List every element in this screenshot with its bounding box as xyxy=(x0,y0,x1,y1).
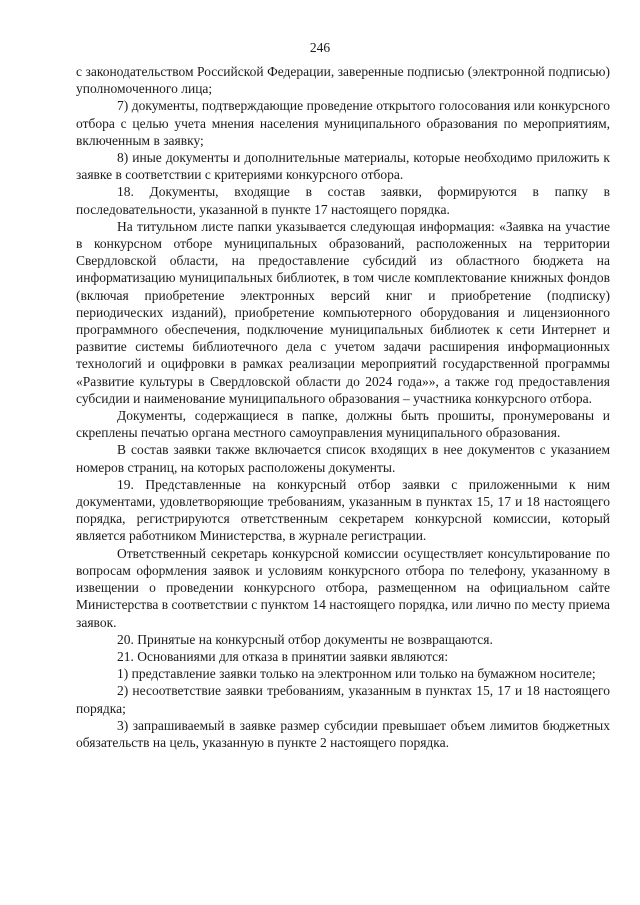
paragraph: 8) иные документы и дополнительные материалы, которые необходимо приложить к заявке в соответствии с критериями конкурсного отбора. xyxy=(76,150,610,183)
paragraph: Документы, содержащиеся в папке, должны быть прошиты, пронумерованы и скреплены печатью органа местного самоуправления муниципального образования. xyxy=(76,408,610,441)
paragraph: 18. Документы, входящие в состав заявки, формируются в папку в последовательности, указанной в пункте 17 настоящего порядка. xyxy=(76,184,610,217)
page-number: 246 xyxy=(309,40,331,55)
paragraph: В состав заявки также включается список входящих в нее документов с указанием номеров страниц, на которых расположены документы. xyxy=(76,442,610,475)
paragraph: 21. Основаниями для отказа в принятии заявки являются: xyxy=(117,648,449,664)
paragraph: с законодательством Российской Федерации, заверенные подписью (электронной подписью) уполномоченного лица; xyxy=(76,64,610,97)
paragraph: 19. Представленные на конкурсный отбор заявки с приложенными к ним документами, удовлетворяющие требованиям, указанным в пунктах 15, 17 и 18 настоящего порядка, регистрируются ответственным секретарем конкурсной комиссии, который является работником Министерства, в журнале регистрации. xyxy=(76,476,610,544)
paragraph: 20. Принятые на конкурсный отбор документы не возвращаются. xyxy=(117,631,493,647)
paragraph: На титульном листе папки указывается следующая информация: «Заявка на участие в конкурсном отборе муниципальных образований, расположенных на территории Свердловской области, на предоставление субсидий из областного бюджета на информатизацию муниципальных библиотек, в том числе комплектование книжных фондов (включая приобретение электронных версий книг и приобретение (подписку) периодических изданий), приобретение компьютерного оборудования и лицензионного программного обеспечения, подключение муниципальных библиотек к сети Интернет и развитие системы библиотечного дела с учетом задачи расширения информационных технологий и оцифровки в рамках реализации мероприятий государственной программы «Развитие культуры в Свердловской области до 2024 года»», а также год предоставления субсидии и наименование муниципального образования – участника конкурсного отбора. xyxy=(76,218,610,406)
paragraph: 3) запрашиваемый в заявке размер субсидии превышает объем лимитов бюджетных обязательств на цель, указанную в пункте 2 настоящего порядка. xyxy=(76,717,610,750)
paragraph: 2) несоответствие заявки требованиям, указанным в пунктах 15, 17 и 18 настоящего порядка; xyxy=(76,683,610,716)
paragraph: Ответственный секретарь конкурсной комиссии осуществляет консультирование по вопросам оформления заявок и условиям конкурсного отбора по телефону, указанному в извещении о проведении конкурсного отбора, размещенном на официальном сайте Министерства в соответствии с пунктом 14 настоящего порядка, или лично по месту приема заявок. xyxy=(76,545,610,630)
paragraph: 1) представление заявки только на электронном или только на бумажном носителе; xyxy=(117,666,596,682)
document-body xyxy=(76,63,610,751)
paragraph: 7) документы, подтверждающие проведение открытого голосования или конкурсного отбора с целью учета мнения населения муниципального образования по мероприятиям, включенным в заявку; xyxy=(76,98,610,148)
